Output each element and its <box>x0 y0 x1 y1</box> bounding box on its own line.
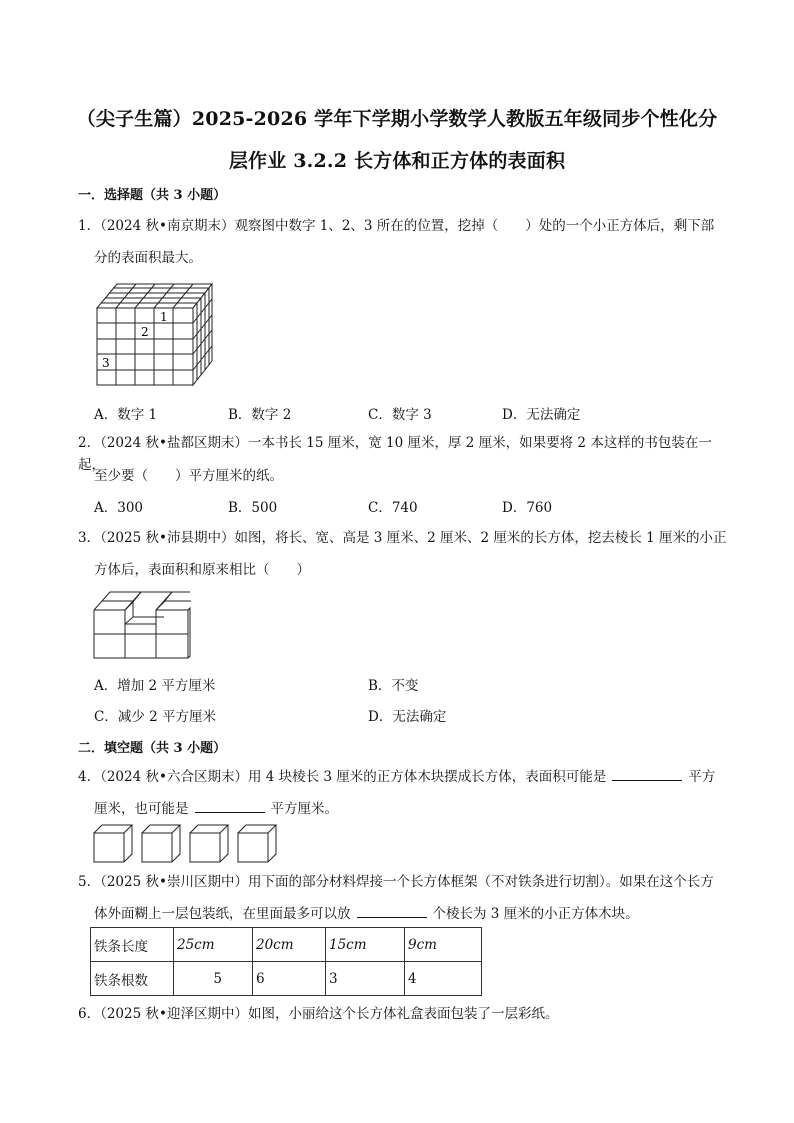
table-row <box>91 962 482 996</box>
q4-stem-line2 <box>94 797 338 817</box>
q5-material-table <box>90 927 482 996</box>
q1-cube-figure <box>96 283 214 387</box>
table-row <box>91 928 482 962</box>
q5-answer-blank[interactable] <box>357 903 427 918</box>
q1-stem-line1: 1．（2024 秋•南京期末）观察图中数字 1、2、3 所在的位置，挖掉（ ）处的一个小正方体后，剩下部 <box>78 218 715 234</box>
page-title-line2: 层作业 3.2.2 长方体和正方体的表面积 <box>228 150 566 172</box>
q4-answer-blank-1[interactable] <box>612 766 682 781</box>
section-heading-choice: 一．选择题（共 3 小题） <box>78 188 227 203</box>
q1-option-d[interactable]: D．无法确定 <box>502 407 581 423</box>
q4-text-part1: 4．（2024 秋•六合区期末）用 4 块棱长 3 厘米的正方体木块摆成长方体，表面积可能是 <box>78 769 607 785</box>
q3-option-a[interactable]: A．增加 2 平方厘米 <box>94 678 216 694</box>
section-heading-fill: 二．填空题（共 3 小题） <box>78 741 227 756</box>
q3-option-d[interactable]: D．无法确定 <box>368 709 447 725</box>
q3-option-b[interactable]: B．不变 <box>368 678 419 694</box>
q5-text-part2: 个棱长为 3 厘米的小正方体木块。 <box>432 906 639 922</box>
q2-stem-line1: 2．（2024 秋•盐都区期末）一本书长 15 厘米，宽 10 厘米，厚 2 厘米，如果要将 2 本这样的书包装在一起， <box>78 435 712 473</box>
page-title-line1: （尖子生篇）2025-2026 学年下学期小学数学人教版五年级同步个性化分 <box>76 108 718 130</box>
table-row-label: 铁条根数 <box>91 962 174 996</box>
q5-stem-line1: 5．（2025 秋•崇川区期中）用下面的部分材料焊接一个长方体框架（不对铁条进行切割）。如果在这个长方 <box>78 874 714 890</box>
q1-label-3: 3 <box>102 356 110 370</box>
table-cell: 25cm <box>174 928 253 962</box>
q2-option-a[interactable]: A．300 <box>94 500 144 516</box>
q1-label-2: 2 <box>141 325 149 339</box>
q2-option-d[interactable]: D．760 <box>502 500 553 516</box>
table-cell: 4 <box>405 962 482 996</box>
q1-label-1: 1 <box>160 310 168 324</box>
q2-stem-line2: 至少要（ ）平方厘米的纸。 <box>94 468 283 484</box>
q4-answer-blank-2[interactable] <box>195 798 265 813</box>
q4-text-part4: 平方厘米。 <box>270 801 338 817</box>
q4-text-part3: 厘米，也可能是 <box>94 801 189 817</box>
q4-cubes-figure <box>93 824 279 864</box>
q1-stem-line2: 分的表面积最大。 <box>94 250 202 266</box>
q2-option-b[interactable]: B．500 <box>228 500 278 516</box>
q1-option-b[interactable]: B．数字 2 <box>228 407 292 423</box>
table-cell: 15cm <box>326 928 405 962</box>
table-cell: 3 <box>326 962 405 996</box>
q4-text-part2: 平方 <box>688 769 716 785</box>
q2-option-c[interactable]: C．740 <box>368 500 418 516</box>
table-row-label: 铁条长度 <box>91 928 174 962</box>
q5-stem-line2 <box>94 902 639 922</box>
q4-stem-line1 <box>78 766 728 788</box>
q3-option-c[interactable]: C．减少 2 平方厘米 <box>94 709 217 725</box>
table-cell: 5 <box>174 962 253 996</box>
q6-stem-line1: 6．（2025 秋•迎泽区期中）如图，小丽给这个长方体礼盒表面包装了一层彩纸。 <box>78 1006 559 1022</box>
q5-text-part1: 体外面糊上一层包装纸，在里面最多可以放 <box>94 906 351 922</box>
table-cell: 6 <box>253 962 326 996</box>
table-cell: 9cm <box>405 928 482 962</box>
q3-stem-line1: 3．（2025 秋•沛县期中）如图，将长、宽、高是 3 厘米、2 厘米、2 厘米的长方体，挖去棱长 1 厘米的小正 <box>78 530 727 546</box>
q1-option-c[interactable]: C．数字 3 <box>368 407 432 423</box>
q3-stem-line2: 方体后，表面积和原来相比（ ） <box>94 562 310 578</box>
q1-option-a[interactable]: A．数字 1 <box>94 407 158 423</box>
table-cell: 20cm <box>253 928 326 962</box>
q3-cuboid-figure <box>93 588 191 660</box>
